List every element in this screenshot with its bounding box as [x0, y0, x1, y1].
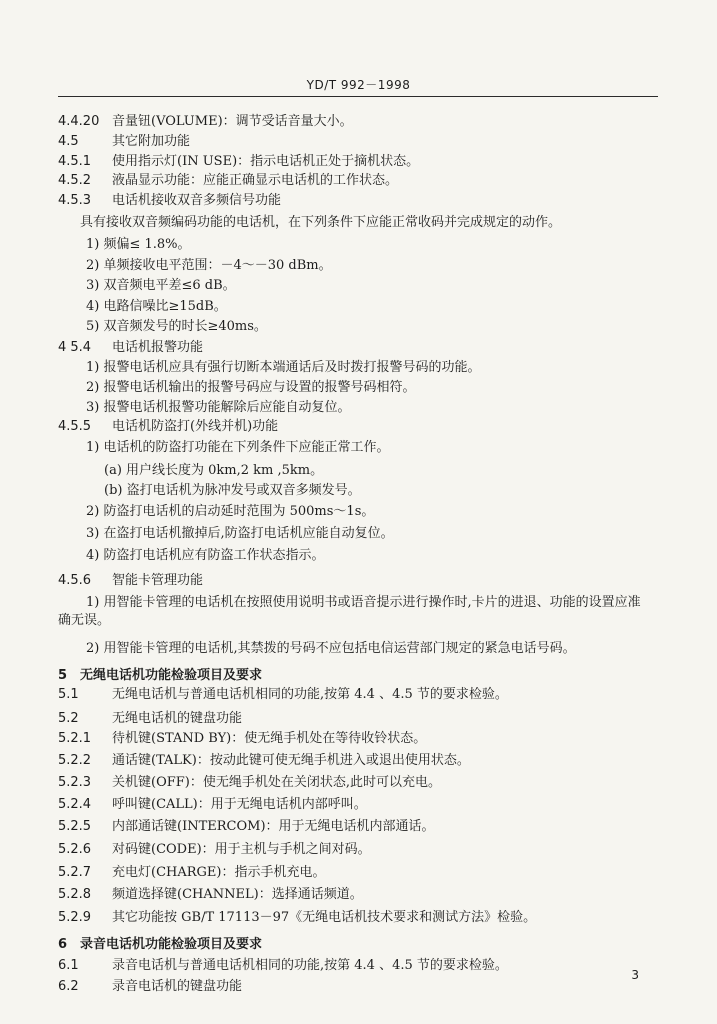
- text-line: [86, 640, 706, 658]
- line-text: 2) 报警电话机输出的报警号码应与设置的报警号码相符。: [86, 380, 416, 395]
- line-text: 液晶显示功能：应能正确显示电话机的工作状态。: [112, 173, 399, 188]
- clause-number: 4.5.6: [58, 573, 92, 588]
- clause-line: [58, 572, 678, 590]
- line-text: 无绳电话机的键盘功能: [112, 711, 243, 726]
- text-line: [104, 462, 717, 480]
- text-line: [86, 236, 706, 254]
- line-text: 录音电话机的键盘功能: [112, 979, 243, 994]
- clause-number: 5.2.8: [58, 887, 92, 902]
- line-text: 使用指示灯(IN USE)：指示电话机正处于摘机状态。: [112, 154, 420, 169]
- clause-line: [58, 796, 678, 814]
- line-text: 电话机防盗打(外线并机)功能: [112, 419, 279, 434]
- clause-number: 5.2: [58, 711, 79, 726]
- clause-number: 4.5.1: [58, 154, 92, 169]
- clause-line: [58, 192, 678, 210]
- clause-number: 4.5: [58, 134, 79, 149]
- clause-line: [58, 864, 678, 882]
- line-text: 无绳电话机功能检验项目及要求: [80, 668, 263, 683]
- text-line: [58, 612, 678, 630]
- line-text: 2) 单频接收电平范围：－4～－30 dBm。: [86, 258, 332, 273]
- line-text: (b) 盗打电话机为脉冲发号或双音多频发号。: [104, 483, 361, 498]
- clause-line: [58, 133, 678, 151]
- text-line: [86, 399, 706, 417]
- clause-line: [58, 339, 678, 357]
- text-line: [86, 277, 706, 295]
- line-text: 4) 防盗打电话机应有防盗工作状态指示。: [86, 548, 325, 563]
- section-heading: [58, 936, 678, 954]
- clause-line: [58, 978, 678, 996]
- clause-number: 5.2.6: [58, 842, 92, 857]
- page-header: YD/T 992－1998: [306, 78, 411, 92]
- line-text: 1) 用智能卡管理的电话机在按照使用说明书或语音提示进行操作时,卡片的进退、功能的设置应准: [86, 595, 641, 610]
- text-line: [86, 547, 706, 565]
- line-text: 4) 电路信噪比≥15dB。: [86, 299, 227, 314]
- text-line: [86, 439, 706, 457]
- clause-number: 5.2.4: [58, 797, 92, 812]
- clause-line: [58, 886, 678, 904]
- clause-line: [58, 909, 678, 927]
- text-line: [86, 379, 706, 397]
- clause-number: 6.2: [58, 979, 79, 994]
- text-line: [86, 359, 706, 377]
- line-text: 录音电话机与普通电话机相同的功能,按第 4.4 、4.5 节的要求检验。: [112, 958, 508, 973]
- line-text: 其它附加功能: [112, 134, 191, 149]
- clause-line: [58, 957, 678, 975]
- clause-number: 6.1: [58, 958, 79, 973]
- text-line: [80, 214, 700, 232]
- text-line: [86, 257, 706, 275]
- clause-number: 4.5.3: [58, 193, 92, 208]
- line-text: 2) 防盗打电话机的启动延时范围为 500ms～1s。: [86, 504, 375, 519]
- line-text: 呼叫键(CALL)：用于无绳电话机内部呼叫。: [112, 797, 367, 812]
- line-text: 电话机接收双音多频信号功能: [112, 193, 282, 208]
- clause-line: [58, 686, 678, 704]
- line-text: 无绳电话机与普通电话机相同的功能,按第 4.4 、4.5 节的要求检验。: [112, 687, 508, 702]
- line-text: 1) 报警电话机应具有强行切断本端通话后及时拨打报警号码的功能。: [86, 360, 481, 375]
- line-text: 1) 电话机的防盗打功能在下列条件下应能正常工作。: [86, 440, 390, 455]
- clause-number: 5.2.3: [58, 775, 92, 790]
- line-text: 3) 在盗打电话机撤掉后,防盗打电话机应能自动复位。: [86, 526, 394, 541]
- text-line: [104, 482, 717, 500]
- line-text: 其它功能按 GB/T 17113－97《无绳电话机技术要求和测试方法》检验。: [112, 910, 537, 925]
- line-text: 音量钮(VOLUME)：调节受话音量大小。: [112, 114, 353, 129]
- clause-number: 6: [58, 937, 68, 952]
- page-number: 3: [631, 968, 639, 982]
- line-text: 录音电话机功能检验项目及要求: [80, 937, 263, 952]
- line-text: (a) 用户线长度为 0km,2 km ,5km。: [104, 463, 324, 478]
- text-line: [86, 594, 706, 612]
- line-text: 具有接收双音频编码功能的电话机，在下列条件下应能正常收码并完成规定的动作。: [80, 215, 562, 230]
- clause-number: 4.4.20: [58, 114, 100, 129]
- text-line: [86, 298, 706, 316]
- line-text: 确无误。: [58, 613, 111, 628]
- clause-line: [58, 730, 678, 748]
- line-text: 智能卡管理功能: [112, 573, 204, 588]
- clause-line: [58, 418, 678, 436]
- section-heading: [58, 667, 678, 685]
- line-text: 对码键(CODE)：用于主机与手机之间对码。: [112, 842, 371, 857]
- clause-line: [58, 841, 678, 859]
- line-text: 3) 双音频电平差≤6 dB。: [86, 278, 236, 293]
- clause-number: 5.2.7: [58, 865, 92, 880]
- line-text: 充电灯(CHARGE)：指示手机充电。: [112, 865, 326, 880]
- clause-number: 5.2.9: [58, 910, 92, 925]
- line-text: 3) 报警电话机报警功能解除后应能自动复位。: [86, 400, 351, 415]
- clause-number: 5.2.2: [58, 753, 92, 768]
- header-rule: [58, 96, 658, 97]
- line-text: 关机键(OFF)：使无绳手机处在关闭状态,此时可以充电。: [112, 775, 441, 790]
- line-text: 内部通话键(INTERCOM)：用于无绳电话机内部通话。: [112, 819, 435, 834]
- line-text: 5) 双音频发号的时长≥40ms。: [86, 319, 267, 334]
- clause-line: [58, 172, 678, 190]
- text-line: [86, 503, 706, 521]
- clause-line: [58, 752, 678, 770]
- clause-line: [58, 153, 678, 171]
- clause-number: 4.5.2: [58, 173, 92, 188]
- clause-number: 5.2.1: [58, 731, 92, 746]
- clause-line: [58, 710, 678, 728]
- line-text: 通话键(TALK)：按动此键可使无绳手机进入或退出使用状态。: [112, 753, 470, 768]
- text-line: [86, 318, 706, 336]
- line-text: 2) 用智能卡管理的电话机,其禁拨的号码不应包括电信运营部门规定的紧急电话号码。: [86, 641, 576, 656]
- clause-number: 5: [58, 668, 68, 683]
- clause-number: 4.5.5: [58, 419, 92, 434]
- text-line: [86, 525, 706, 543]
- clause-line: [58, 113, 678, 131]
- line-text: 频道选择键(CHANNEL)：选择通话频道。: [112, 887, 363, 902]
- clause-line: [58, 774, 678, 792]
- clause-number: 4 5.4: [58, 340, 92, 355]
- clause-line: [58, 818, 678, 836]
- line-text: 电话机报警功能: [112, 340, 204, 355]
- line-text: 待机键(STAND BY)：使无绳手机处在等待收铃状态。: [112, 731, 427, 746]
- line-text: 1) 频偏≤ 1.8%。: [86, 237, 191, 252]
- clause-number: 5.2.5: [58, 819, 92, 834]
- clause-number: 5.1: [58, 687, 79, 702]
